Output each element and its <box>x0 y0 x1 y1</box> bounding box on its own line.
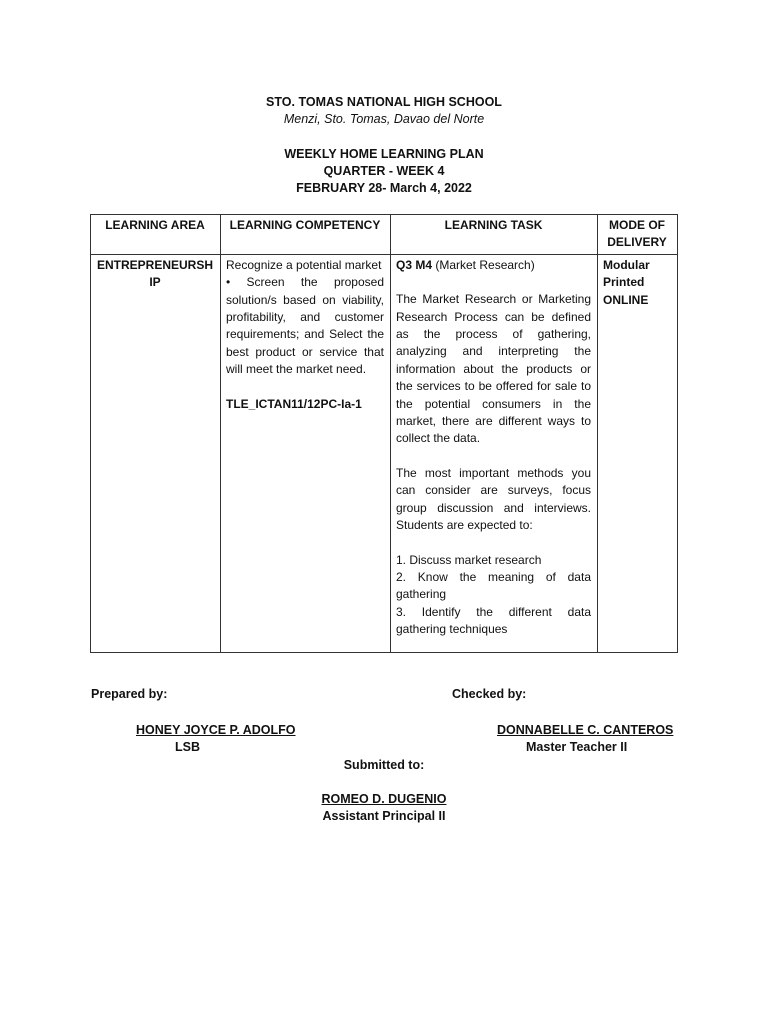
prepared-by-title: LSB <box>175 740 200 754</box>
submitted-to-title: Assistant Principal II <box>322 809 446 823</box>
date-range: FEBRUARY 28- March 4, 2022 <box>296 181 472 195</box>
learning-task-cell <box>391 254 598 652</box>
quarter-week: QUARTER - WEEK 4 <box>323 164 445 178</box>
competency-code: TLE_ICTAN11/12PC-Ia-1 <box>226 396 362 411</box>
checked-by-name: DONNABELLE C. CANTEROS <box>497 723 674 737</box>
prepared-by-name: HONEY JOYCE P. ADOLFO <box>136 723 296 737</box>
prepared-by-label: Prepared by: <box>91 687 168 701</box>
table-row <box>91 254 678 652</box>
submitted-to-name: ROMEO D. DUGENIO <box>321 792 447 806</box>
column-header: LEARNING AREA <box>91 215 221 255</box>
learning-area-cell: ENTREPRENEURSHIP <box>91 254 221 652</box>
school-name: STO. TOMAS NATIONAL HIGH SCHOOL <box>266 95 502 109</box>
submitted-to-label: Submitted to: <box>343 758 425 772</box>
learning-competency-cell <box>221 254 391 652</box>
mode-of-delivery-cell <box>598 254 678 652</box>
checked-by-label: Checked by: <box>452 687 527 701</box>
checked-by-title: Master Teacher II <box>526 740 628 754</box>
column-header: LEARNING TASK <box>391 215 598 255</box>
mode-item: Printed <box>603 275 645 290</box>
column-header: LEARNING COMPETENCY <box>221 215 391 255</box>
task-heading <box>396 257 591 274</box>
competency-text: Recognize a potential market <box>226 257 382 272</box>
mode-item: Modular <box>603 257 650 272</box>
mode-item: ONLINE <box>603 292 649 307</box>
table-header-row <box>91 215 678 255</box>
task-list-item: 3. Identify the different data gathering techniques <box>396 604 591 637</box>
task-paragraph-1: The Market Research or Marketing Research Process can be defined as the process of gathering, analyzing and interpreting the information about the products or the services to be offered for sale to the potential consumers in the market, there are different ways to collect the data. <box>396 292 591 446</box>
plan-title: WEEKLY HOME LEARNING PLAN <box>284 147 484 161</box>
task-paragraph-2: The most important methods you can consider are surveys, focus group discussion and interviews. Students are expected to: <box>396 465 591 533</box>
school-address: Menzi, Sto. Tomas, Davao del Norte <box>283 112 485 126</box>
learning-plan-table <box>90 214 678 653</box>
competency-bullet: • Screen the proposed solution/s based on viability, profitability, and customer requirements; and Select the best product or service that will meet the market need. <box>226 275 384 377</box>
column-header: MODE OF DELIVERY <box>598 215 678 255</box>
task-code: Q3 M4 <box>396 257 433 272</box>
task-topic: (Market Research) <box>432 257 535 272</box>
task-list-item: 2. Know the meaning of data gathering <box>396 569 591 602</box>
task-list-item: 1. Discuss market research <box>396 552 542 567</box>
